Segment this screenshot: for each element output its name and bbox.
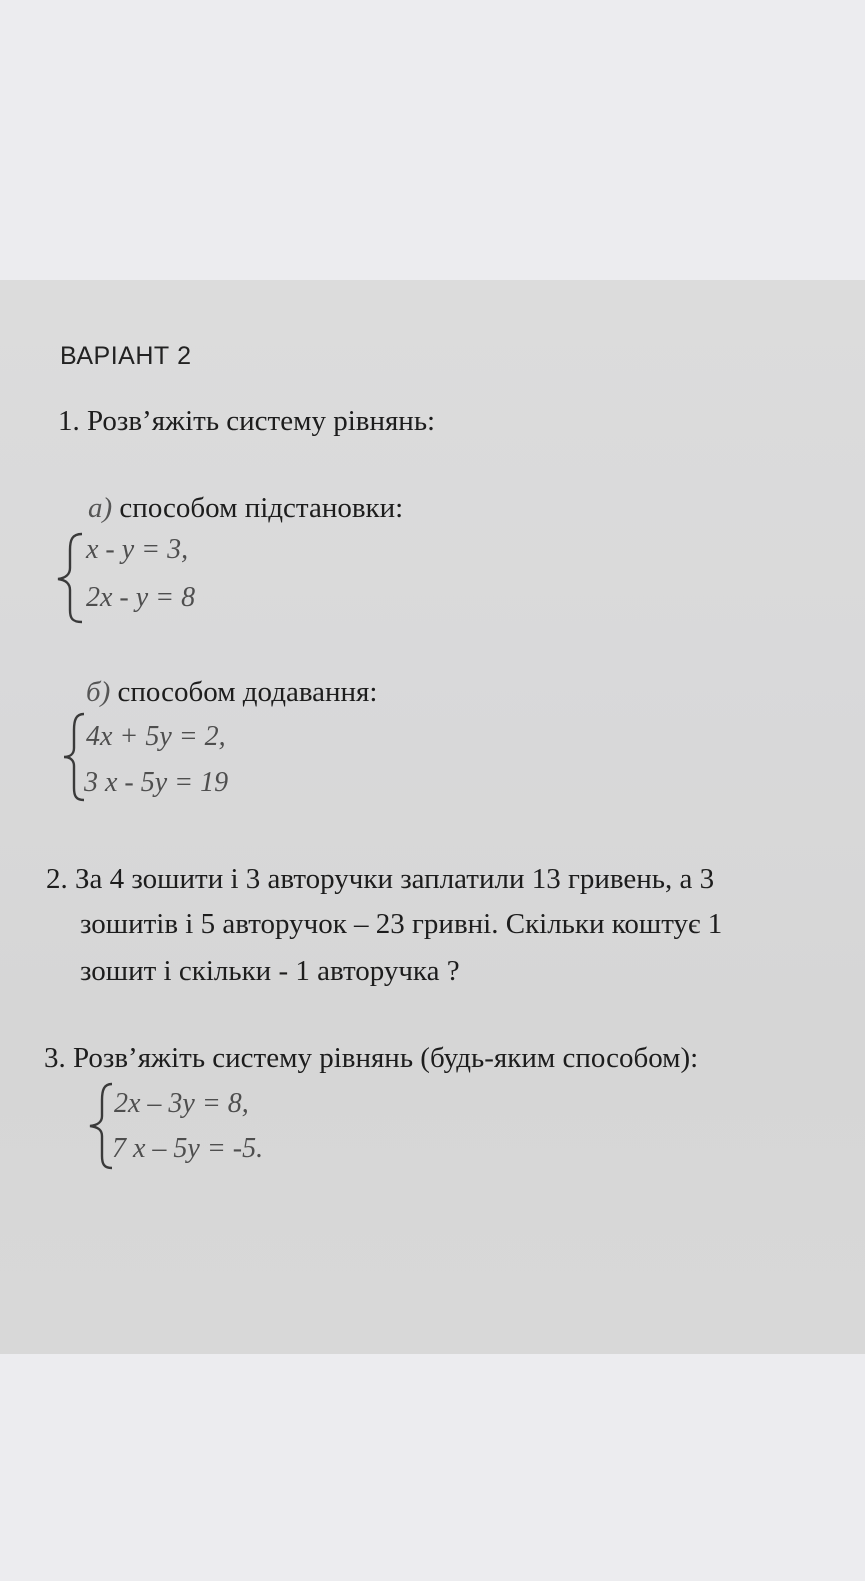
task1b-method-text: способом додавання: xyxy=(110,676,378,708)
task1a-label: а) xyxy=(88,492,113,524)
task1a-eq2: 2x - y = 8 xyxy=(86,582,196,613)
task1a-eq1: x - y = 3, xyxy=(86,534,189,565)
task1a-method-text: способом підстановки: xyxy=(112,492,404,524)
system-brace-icon xyxy=(82,1080,116,1172)
task1a-method xyxy=(88,492,403,525)
task1b-method xyxy=(86,676,377,709)
task1b-eq1: 4x + 5y = 2, xyxy=(86,721,226,752)
variant-heading: ВАРІАНТ 2 xyxy=(60,342,192,370)
task3-title: 3. Розв’яжіть систему рівнянь (будь-яким способом): xyxy=(44,1042,699,1074)
task3-eq2: 7 x – 5y = -5. xyxy=(112,1133,264,1164)
task3-eq1: 2x – 3y = 8, xyxy=(114,1088,249,1119)
system-brace-icon xyxy=(52,530,88,626)
task2-line1: 2. За 4 зошити і 3 авторучки заплатили 13 гривень, а 3 xyxy=(46,863,715,895)
worksheet-photo xyxy=(0,280,865,1354)
task1b-label: б) xyxy=(86,676,111,708)
task2-line3: зошит і скільки - 1 авторучка ? xyxy=(80,955,460,987)
task1-title: 1. Розв’яжіть систему рівнянь: xyxy=(58,405,436,437)
task1b-eq2: 3 x - 5y = 19 xyxy=(84,767,229,798)
task2-line2: зошитів і 5 авторучок – 23 гривні. Скільки коштує 1 xyxy=(80,908,723,940)
